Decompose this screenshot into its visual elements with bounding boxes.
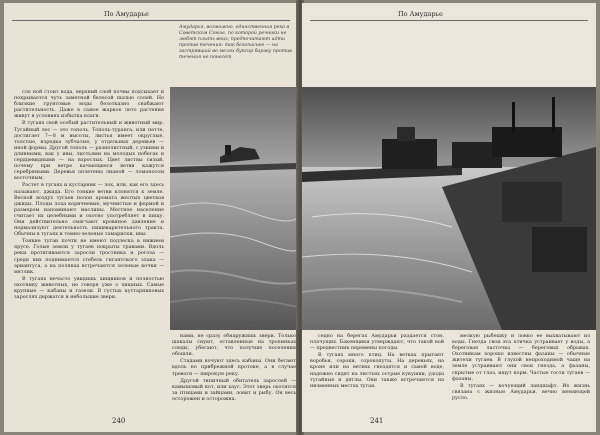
text-column <box>310 333 444 425</box>
paragraph: Другой типичный обитатель зарослей — камышовый кот, или хаус. Этот зверь охотится за птицами и зайцами, ловит и рыбу. Он весь осторожен и осторожна. <box>172 377 296 402</box>
header-rule <box>12 20 290 21</box>
paragraph: нами, не сразу обнаружишь звери. Только шакалы снуют, оставленные на тропинках следы, убегают, что получше поселения обошли. <box>172 333 296 358</box>
paragraph: седно на берегах Амударьи раздается стон, плачущих. Бакенщики утверждают, что такой вой — предвестник перемены погоды. <box>310 333 444 352</box>
page-number: 241 <box>370 417 384 425</box>
text-column <box>452 333 590 425</box>
running-head: По Амударье <box>104 10 149 18</box>
river-photo-left <box>170 87 298 330</box>
header-rule <box>310 20 588 21</box>
paragraph: В тугаях много птиц. На ветках прыгают воробьи, сороки, сорокопуты. На деревьях, на кроне или на ветвях гнездятся и самой воде, надежно сидят на листьях острые кукушки, удоды тугайные и дятлы. Они также встречаются на низменных местах тугая. <box>310 352 444 389</box>
right-page <box>302 3 596 432</box>
text-column <box>14 89 164 419</box>
photo-caption: Амударья, возможно, единственная река в Советском Союзе, по которой речники не любят плыть вниз, предпочитают идти против течения: так безопаснее — на застрявший во мелях буксир баржу против течения не понесет <box>179 25 292 60</box>
paragraph: Стадами кочуют здесь кабаны. Они бегают вдоль по прибрежной протоке, а в случае тревоги — широкую реку. <box>172 358 296 377</box>
text-column <box>172 333 296 423</box>
left-page <box>4 3 298 432</box>
paragraph: мелкую рыбешку и ловко ее выхватывают из воды. Гнезда свои эта птичка устраивает у воды, а береговая ласточка — береговых обрывах. Охотникам хорошо известны фазаны — обычные жители тугаев. В глухой непроходимой чаще на земле устраивают они свои гнезда, а фазаны, скрытые от глаз, ищут корм. Частые гости тугаев — фазаны. <box>452 333 590 382</box>
paragraph: Растет в тугаях и кустарник — лох, или, как его здесь называют, джида. Его тонкие ветви клонятся к земле. Весной воздух тугаев полон аромата желтых цветков джиды. Плоды лоха коричневые, мучнистые и формой и размером напоминают маслины. Местное население считает их целебными и охотно употребляет в пищу. Они действительно смягчают кровяное давление и нормализуют деятельность пищеварительного тракта. Обычны в тугаях и темно-зеленые тамариски, ивы. <box>14 182 164 238</box>
paragraph: Тонкие тугаи почти не имеют подлеска в нижнем ярусе. Голые земли у тугаев покрыты травами. Вдоль реки протягиваются заросли тростника и рогоза — среди них поднимается стебель гигантского злака — эриантуса, а на полянах встречаются зеленые кочки — мятлик. <box>14 238 164 275</box>
paragraph: В тугаях свой особый растительный и животный мир. Тугайный лес — это тополь. Тополь-туранга, или петте, достигает 7—8 м высоты, листья имеет округлые, толстые, изредка зубчатые, у отдельных деревьев — иной формы. Другой тополь — разнолистный, с узкими и длинными, как у ивы, листьями на молодых побегах и сердцевидными — на взрослых. Цвет листвы сизый, почему при ветре качающиеся ветви кажутся серебряными. Деревья оплетены лианой — ломоносом восточным. <box>14 120 164 182</box>
running-head: По Амударье <box>398 10 443 18</box>
paragraph: сле ной стоит вода, верхний слой почвы подсыхает и покрывается чуть заметной белесой пылью солей. Но близкие грунтовые воды безотказно снабжают растительность. Даже в самое жаркое лето растения живут в условиях избытка влаги. <box>14 89 164 120</box>
paragraph: В тугаях нечасто увидишь хищников и полностью охотнику животных, не говоря уже о хищных. Самые крупные — кабаны и газели. В густых кустарниковых зарослях держатся и небольшие звери. <box>14 275 164 301</box>
page-number: 240 <box>112 417 126 425</box>
paragraph: В тугаях — кочующий ландшафт. Их жизнь связана с жизнью Амударьи, вечно меняющей русло. <box>452 382 590 401</box>
barge-photo-right <box>302 87 596 330</box>
